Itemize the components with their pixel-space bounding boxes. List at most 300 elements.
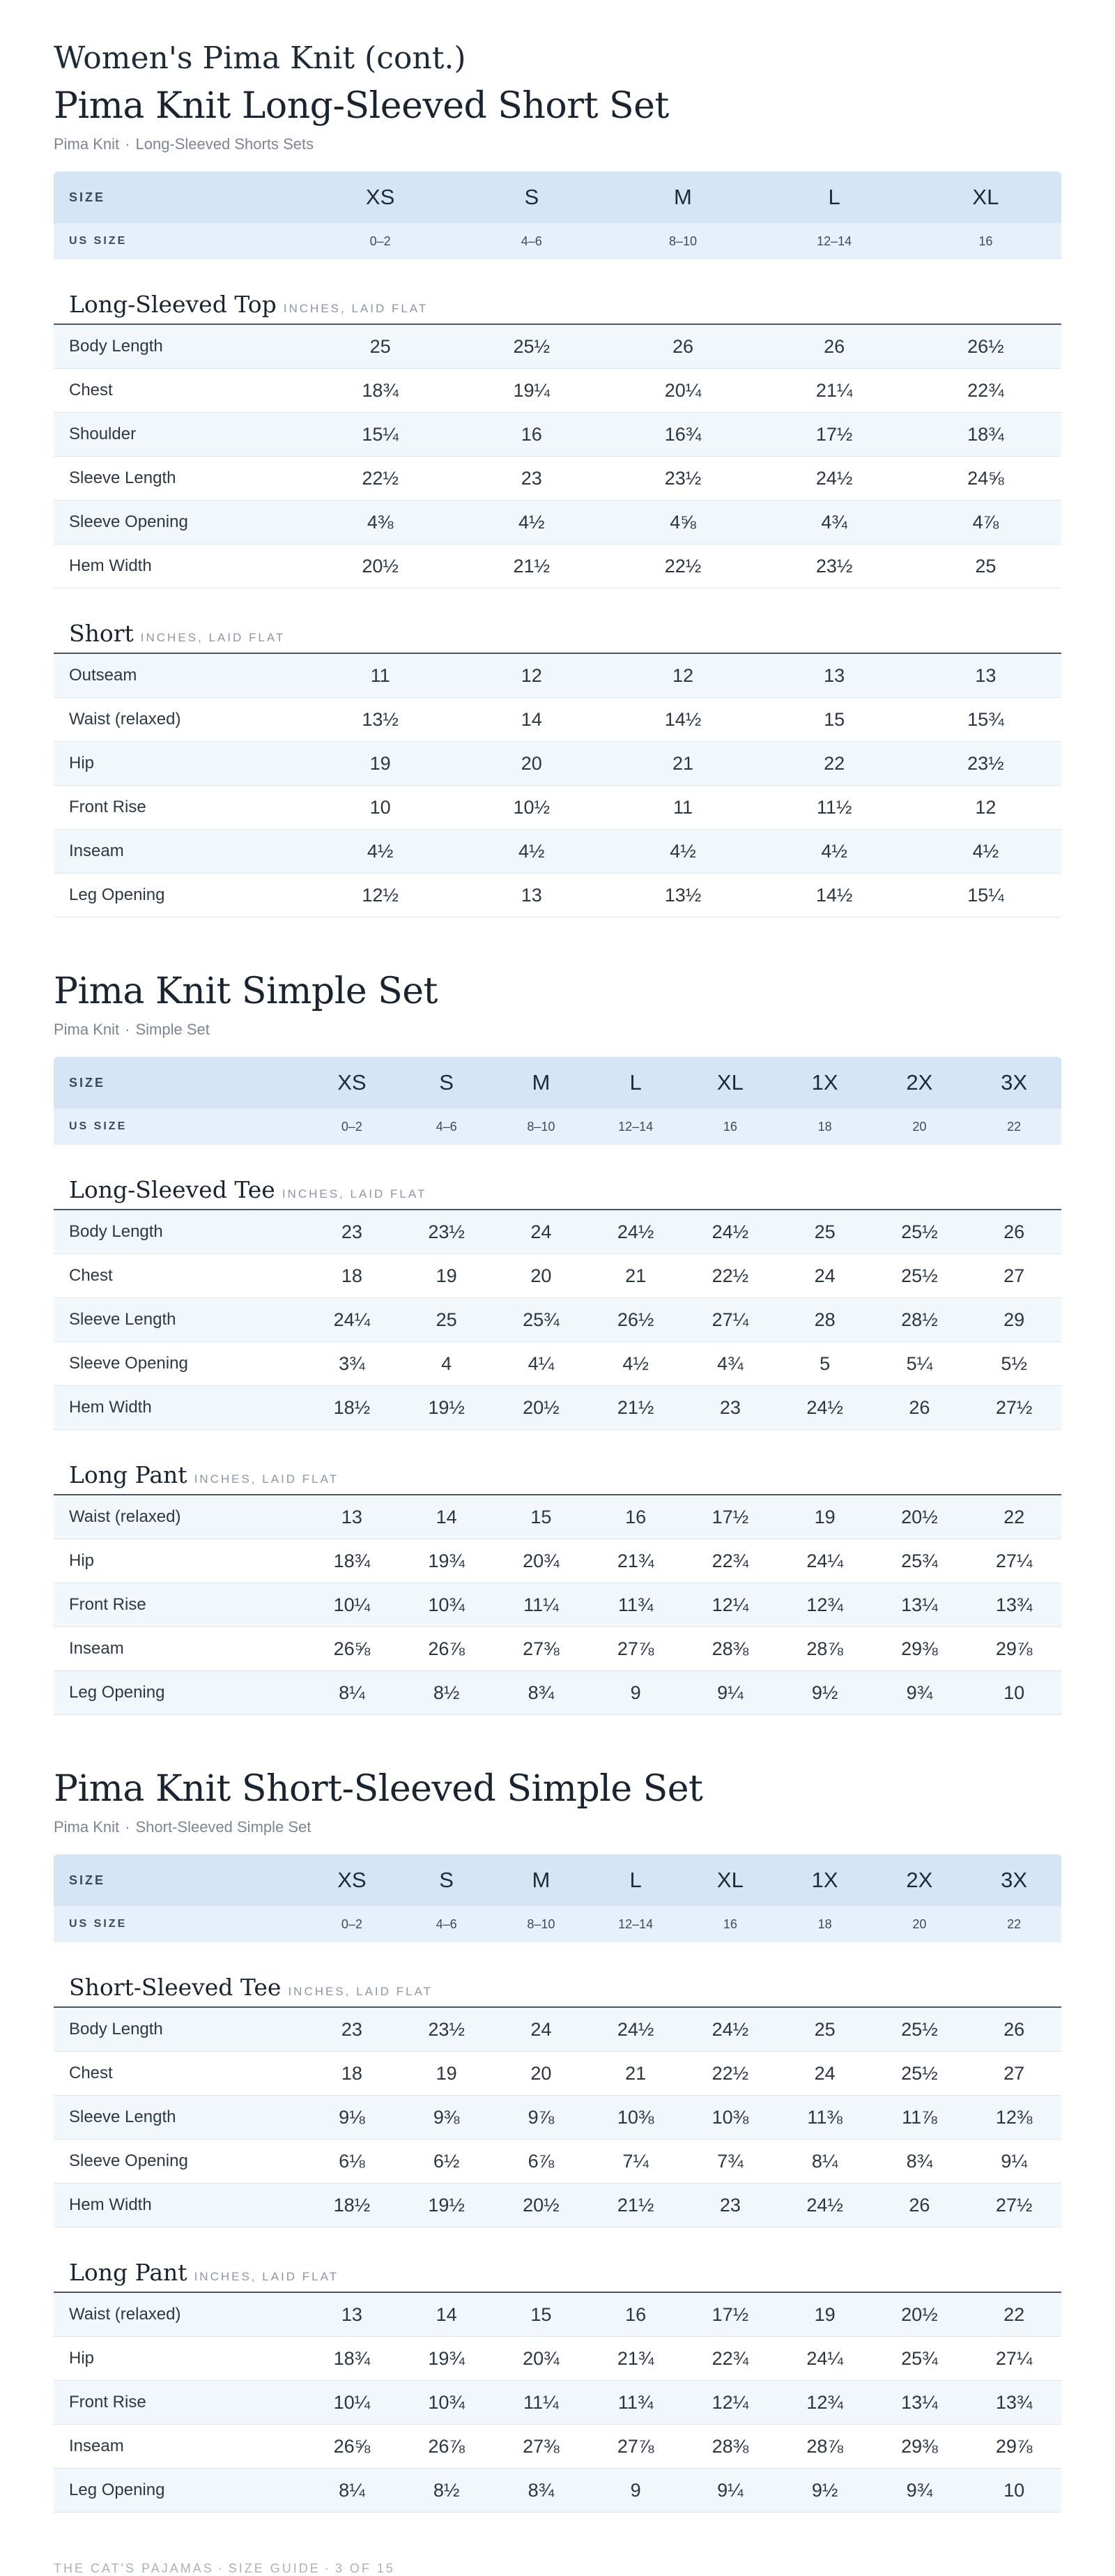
measurement-value: 26⅞ [399,2425,494,2469]
measurement-value: 26½ [910,324,1061,369]
section-unit-note: INCHES, LAID FLAT [140,631,286,644]
measurement-value: 18¾ [910,413,1061,457]
measurement-value: 9¼ [683,2469,778,2513]
measurement-row [54,324,1061,369]
measurement-value: 20½ [872,2292,967,2337]
measurement-value: 26 [872,2183,967,2227]
measurement-value: 21¾ [588,2337,683,2381]
measurement-value: 16¾ [607,413,758,457]
measurement-row [54,1254,1061,1298]
measurement-value: 24¼ [778,1539,872,1583]
measurement-value: 4¼ [494,1342,589,1386]
measurement-value: 4⅜ [305,501,456,544]
measurement-value: 24 [494,1210,589,1254]
measurement-value: 4¾ [759,501,910,544]
breadcrumb [54,1815,1061,1839]
measurement-value: 21½ [456,544,607,588]
measurement-value: 8¼ [305,2469,399,2513]
measurement-value: 28⅜ [683,2425,778,2469]
measurement-value: 4 [399,1342,494,1386]
measurement-row [54,2425,1061,2469]
measurement-value: 21¼ [759,369,910,413]
us-size-cell: 18 [778,1108,872,1145]
measurement-row [54,830,1061,874]
footer-brand: THE CAT'S PAJAMAS [54,2561,214,2575]
size-header-cell: S [399,1057,494,1108]
measurement-value: 4⅝ [607,501,758,544]
measurement-value: 12¼ [683,2381,778,2425]
measurement-value: 16 [588,1495,683,1539]
measurement-value: 10¾ [399,1583,494,1627]
measurement-value: 14 [399,2292,494,2337]
measurement-value: 19½ [399,1386,494,1430]
measurement-label: Sleeve Opening [54,1342,305,1386]
us-size-cell: 0–2 [305,1108,399,1145]
measurement-value: 24½ [588,2007,683,2052]
measurement-value: 4½ [759,830,910,874]
measurement-value: 28⅞ [778,2425,872,2469]
measurement-row [54,369,1061,413]
measurement-value: 12¼ [683,1583,778,1627]
measurement-value: 25 [778,1210,872,1254]
measurement-value: 25½ [872,2052,967,2096]
measurement-value: 12⅜ [967,2096,1061,2140]
measurement-value: 19 [778,2292,872,2337]
section-unit-note: INCHES, LAID FLAT [194,1472,339,1486]
measurement-label: Body Length [54,1210,305,1254]
breadcrumb-separator: · [125,135,130,153]
section-header [54,259,1061,324]
measurement-value: 29⅞ [967,2425,1061,2469]
measurement-value: 24⅝ [910,457,1061,501]
measurement-label: Hip [54,1539,305,1583]
measurement-row [54,457,1061,501]
measurement-value: 15¼ [305,413,456,457]
measurement-label: Body Length [54,2007,305,2052]
measurement-value: 19 [399,2052,494,2096]
measurement-value: 7¾ [683,2140,778,2183]
breadcrumb-separator: · [125,1818,130,1836]
measurement-value: 20½ [872,1495,967,1539]
measurement-value: 24½ [588,1210,683,1254]
size-header-cell: 2X [872,1854,967,1906]
size-header-cell: M [494,1854,589,1906]
measurement-row [54,1583,1061,1627]
measurement-value: 25¾ [494,1298,589,1342]
measurement-row [54,1386,1061,1430]
measurement-value: 12¾ [778,2381,872,2425]
measurement-value: 29⅜ [872,2425,967,2469]
measurement-value: 19¾ [399,2337,494,2381]
measurement-value: 22¾ [910,369,1061,413]
measurement-value: 17½ [683,2292,778,2337]
measurement-value: 25 [910,544,1061,588]
measurement-label: Hip [54,742,305,786]
measurement-label: Leg Opening [54,2469,305,2513]
measurement-label: Outseam [54,653,305,698]
size-table [54,172,1061,917]
us-size-cell: 4–6 [399,1906,494,1942]
size-header-label: SIZE [54,1854,305,1906]
us-size-cell: 4–6 [399,1108,494,1145]
measurement-row [54,2292,1061,2337]
measurement-label: Chest [54,1254,305,1298]
measurement-value: 26 [967,1210,1061,1254]
footer-page-number: 3 OF 15 [334,2561,395,2575]
footer-separator: · [217,2561,224,2575]
measurement-value: 10⅜ [588,2096,683,2140]
measurement-value: 13 [305,2292,399,2337]
measurement-value: 5¼ [872,1342,967,1386]
measurement-value: 27½ [967,1386,1061,1430]
measurement-value: 22¾ [683,2337,778,2381]
measurement-value: 15 [494,1495,589,1539]
section-title: Short-Sleeved Tee [69,1974,282,2001]
measurement-value: 3¾ [305,1342,399,1386]
size-header-cell: L [588,1854,683,1906]
measurement-value: 11¼ [494,2381,589,2425]
measurement-value: 9¼ [683,1671,778,1715]
us-size-cell: 12–14 [588,1906,683,1942]
us-size-cell: 8–10 [494,1906,589,1942]
section-title: Long-Sleeved Top [69,291,277,318]
measurement-value: 13 [456,874,607,917]
measurement-value: 11¾ [588,2381,683,2425]
measurement-value: 11⅜ [778,2096,872,2140]
measurement-value: 26⅝ [305,1627,399,1671]
measurement-value: 28⅜ [683,1627,778,1671]
measurement-label: Hem Width [54,544,305,588]
set-title: Pima Knit Short-Sleeved Simple Set [54,1768,703,1810]
measurement-row [54,1495,1061,1539]
measurement-value: 23½ [399,2007,494,2052]
measurement-value: 10¼ [305,1583,399,1627]
measurement-value: 14½ [759,874,910,917]
measurement-value: 4¾ [683,1342,778,1386]
page-footer [54,2561,1061,2576]
measurement-value: 16 [456,413,607,457]
measurement-value: 13¼ [872,1583,967,1627]
breadcrumb-separator: · [125,1021,130,1038]
measurement-value: 22½ [683,2052,778,2096]
measurement-value: 18½ [305,2183,399,2227]
measurement-value: 28½ [872,1298,967,1342]
us-size-label: US SIZE [54,223,305,259]
section-header-row [54,1145,1061,1210]
measurement-value: 18 [305,2052,399,2096]
measurement-value: 27 [967,2052,1061,2096]
breadcrumb-item: Pima Knit [54,135,120,153]
breadcrumb-item: Long-Sleeved Shorts Sets [135,135,314,153]
measurement-value: 10¾ [399,2381,494,2425]
us-size-label: US SIZE [54,1108,305,1145]
size-header-cell: L [588,1057,683,1108]
measurement-value: 25½ [872,1210,967,1254]
footer-doc-name: SIZE GUIDE [228,2561,321,2575]
measurement-value: 23 [683,2183,778,2227]
measurement-value: 9⅞ [494,2096,589,2140]
measurement-value: 23 [305,1210,399,1254]
measurement-value: 18 [305,1254,399,1298]
measurement-value: 6⅞ [494,2140,589,2183]
measurement-row [54,653,1061,698]
measurement-value: 27½ [967,2183,1061,2227]
measurement-value: 4½ [456,501,607,544]
section-title: Short [69,620,134,647]
measurement-value: 15 [759,698,910,742]
breadcrumb-item: Simple Set [135,1021,210,1038]
measurement-value: 24½ [759,457,910,501]
measurement-value: 20¾ [494,1539,589,1583]
measurement-value: 21½ [588,1386,683,1430]
measurement-value: 27¼ [967,1539,1061,1583]
measurement-label: Leg Opening [54,1671,305,1715]
measurement-value: 29⅜ [872,1627,967,1671]
measurement-value: 18½ [305,1386,399,1430]
measurement-value: 13 [910,653,1061,698]
size-header-label: SIZE [54,172,305,223]
measurement-value: 10 [967,1671,1061,1715]
measurement-row [54,2469,1061,2513]
breadcrumb-item: Pima Knit [54,1021,120,1038]
measurement-value: 19¼ [456,369,607,413]
size-header-cell: XL [910,172,1061,223]
measurement-value: 12 [910,786,1061,830]
section-header [54,1942,1061,2007]
measurement-value: 11 [305,653,456,698]
measurement-value: 11¾ [588,1583,683,1627]
measurement-row [54,698,1061,742]
section-header [54,2227,1061,2293]
measurement-value: 26½ [588,1298,683,1342]
breadcrumb [54,132,1061,156]
measurement-label: Chest [54,369,305,413]
measurement-label: Leg Opening [54,874,305,917]
measurement-value: 19½ [399,2183,494,2227]
measurement-label: Waist (relaxed) [54,698,305,742]
measurement-label: Front Rise [54,786,305,830]
measurement-value: 19 [399,1254,494,1298]
measurement-value: 26 [759,324,910,369]
measurement-value: 22¾ [683,1539,778,1583]
section-header [54,1430,1061,1495]
measurement-value: 9½ [778,2469,872,2513]
measurement-value: 10⅜ [683,2096,778,2140]
size-header-cell: 1X [778,1854,872,1906]
us-size-cell: 12–14 [588,1108,683,1145]
section-unit-note: INCHES, LAID FLAT [194,2270,339,2283]
us-size-row [54,223,1061,259]
size-header-row [54,1854,1061,1906]
measurement-value: 4½ [305,830,456,874]
measurement-value: 15 [494,2292,589,2337]
measurement-label: Body Length [54,324,305,369]
measurement-value: 13½ [607,874,758,917]
us-size-cell: 8–10 [494,1108,589,1145]
measurement-row [54,2007,1061,2052]
measurement-row [54,2183,1061,2227]
measurement-value: 22½ [607,544,758,588]
measurement-value: 20 [456,742,607,786]
measurement-value: 8¾ [494,2469,589,2513]
measurement-value: 24¼ [305,1298,399,1342]
measurement-value: 23 [683,1386,778,1430]
us-size-cell: 16 [910,223,1061,259]
measurement-value: 19¾ [399,1539,494,1583]
measurement-label: Inseam [54,2425,305,2469]
measurement-label: Waist (relaxed) [54,2292,305,2337]
size-set [54,1764,1061,2513]
measurement-value: 23 [305,2007,399,2052]
measurement-value: 8¼ [778,2140,872,2183]
section-unit-note: INCHES, LAID FLAT [288,1985,433,1998]
measurement-label: Front Rise [54,2381,305,2425]
measurement-value: 23½ [607,457,758,501]
measurement-value: 25½ [872,1254,967,1298]
size-header-row [54,1057,1061,1108]
measurement-row [54,2052,1061,2096]
measurement-value: 9¾ [872,2469,967,2513]
measurement-value: 9½ [778,1671,872,1715]
us-size-cell: 18 [778,1906,872,1942]
measurement-row [54,874,1061,917]
measurement-label: Sleeve Opening [54,2140,305,2183]
size-set [54,966,1061,1715]
measurement-value: 23½ [759,544,910,588]
measurement-row [54,1627,1061,1671]
measurement-value: 6⅛ [305,2140,399,2183]
measurement-label: Hem Width [54,2183,305,2227]
us-size-cell: 22 [967,1906,1061,1942]
measurement-value: 10¼ [305,2381,399,2425]
measurement-value: 16 [588,2292,683,2337]
measurement-value: 18¾ [305,369,456,413]
measurement-label: Sleeve Opening [54,501,305,544]
measurement-label: Chest [54,2052,305,2096]
measurement-value: 20½ [494,2183,589,2227]
measurement-value: 17½ [759,413,910,457]
measurement-value: 25½ [456,324,607,369]
section-title: Long-Sleeved Tee [69,1176,275,1203]
set-title: Pima Knit Simple Set [54,970,438,1012]
measurement-value: 20 [494,2052,589,2096]
section-header-row [54,1430,1061,1495]
size-sets [54,81,1061,2513]
size-header-cell: 2X [872,1057,967,1108]
measurement-value: 24 [494,2007,589,2052]
size-header-cell: M [494,1057,589,1108]
measurement-value: 9¾ [872,1671,967,1715]
set-title: Pima Knit Long-Sleeved Short Set [54,85,669,127]
measurement-value: 14½ [607,698,758,742]
measurement-value: 22 [759,742,910,786]
size-set [54,81,1061,917]
measurement-value: 25 [778,2007,872,2052]
us-size-cell: 0–2 [305,223,456,259]
measurement-value: 24 [778,2052,872,2096]
measurement-value: 13¾ [967,1583,1061,1627]
measurement-value: 10 [967,2469,1061,2513]
us-size-row [54,1108,1061,1145]
measurement-value: 4½ [588,1342,683,1386]
measurement-value: 8¾ [872,2140,967,2183]
measurement-value: 27⅜ [494,2425,589,2469]
breadcrumb [54,1018,1061,1042]
measurement-value: 5½ [967,1342,1061,1386]
measurement-value: 8¾ [494,1671,589,1715]
measurement-value: 11⅞ [872,2096,967,2140]
measurement-value: 14 [456,698,607,742]
measurement-value: 24¼ [778,2337,872,2381]
measurement-label: Shoulder [54,413,305,457]
measurement-row [54,2381,1061,2425]
measurement-value: 25 [305,324,456,369]
size-table [54,1057,1061,1715]
footer-separator: · [324,2561,331,2575]
size-header-cell: S [456,172,607,223]
section-header [54,588,1061,654]
measurement-label: Inseam [54,1627,305,1671]
measurement-row [54,742,1061,786]
measurement-value: 27¼ [967,2337,1061,2381]
measurement-value: 8¼ [305,1671,399,1715]
measurement-value: 9 [588,1671,683,1715]
size-header-cell: M [607,172,758,223]
measurement-value: 4⅞ [910,501,1061,544]
measurement-value: 12¾ [778,1583,872,1627]
measurement-value: 28 [778,1298,872,1342]
size-header-cell: XS [305,1854,399,1906]
measurement-value: 13 [305,1495,399,1539]
measurement-row [54,501,1061,544]
measurement-row [54,1210,1061,1254]
measurement-value: 24½ [683,1210,778,1254]
measurement-value: 21 [607,742,758,786]
size-table [54,1854,1061,2513]
measurement-value: 18¾ [305,2337,399,2381]
measurement-row [54,2140,1061,2183]
measurement-value: 24½ [778,2183,872,2227]
section-header [54,1145,1061,1210]
section-title: Long Pant [69,1461,187,1488]
measurement-value: 27⅞ [588,1627,683,1671]
measurement-value: 13¼ [872,2381,967,2425]
measurement-value: 12 [456,653,607,698]
measurement-value: 18¾ [305,1539,399,1583]
measurement-value: 13½ [305,698,456,742]
us-size-cell: 12–14 [759,223,910,259]
size-header-cell: 3X [967,1854,1061,1906]
measurement-value: 20 [494,1254,589,1298]
measurement-value: 25¾ [872,1539,967,1583]
measurement-value: 12 [607,653,758,698]
measurement-row [54,2337,1061,2381]
measurement-value: 26 [967,2007,1061,2052]
measurement-value: 21¾ [588,1539,683,1583]
measurement-value: 23½ [399,1210,494,1254]
measurement-value: 20¾ [494,2337,589,2381]
measurement-value: 21 [588,2052,683,2096]
measurement-value: 28⅞ [778,1627,872,1671]
size-header-cell: S [399,1854,494,1906]
breadcrumb-item: Pima Knit [54,1818,120,1836]
measurement-value: 13¾ [967,2381,1061,2425]
us-size-label: US SIZE [54,1906,305,1942]
measurement-value: 20¼ [607,369,758,413]
measurement-value: 9⅛ [305,2096,399,2140]
measurement-value: 10 [305,786,456,830]
measurement-value: 24½ [778,1386,872,1430]
